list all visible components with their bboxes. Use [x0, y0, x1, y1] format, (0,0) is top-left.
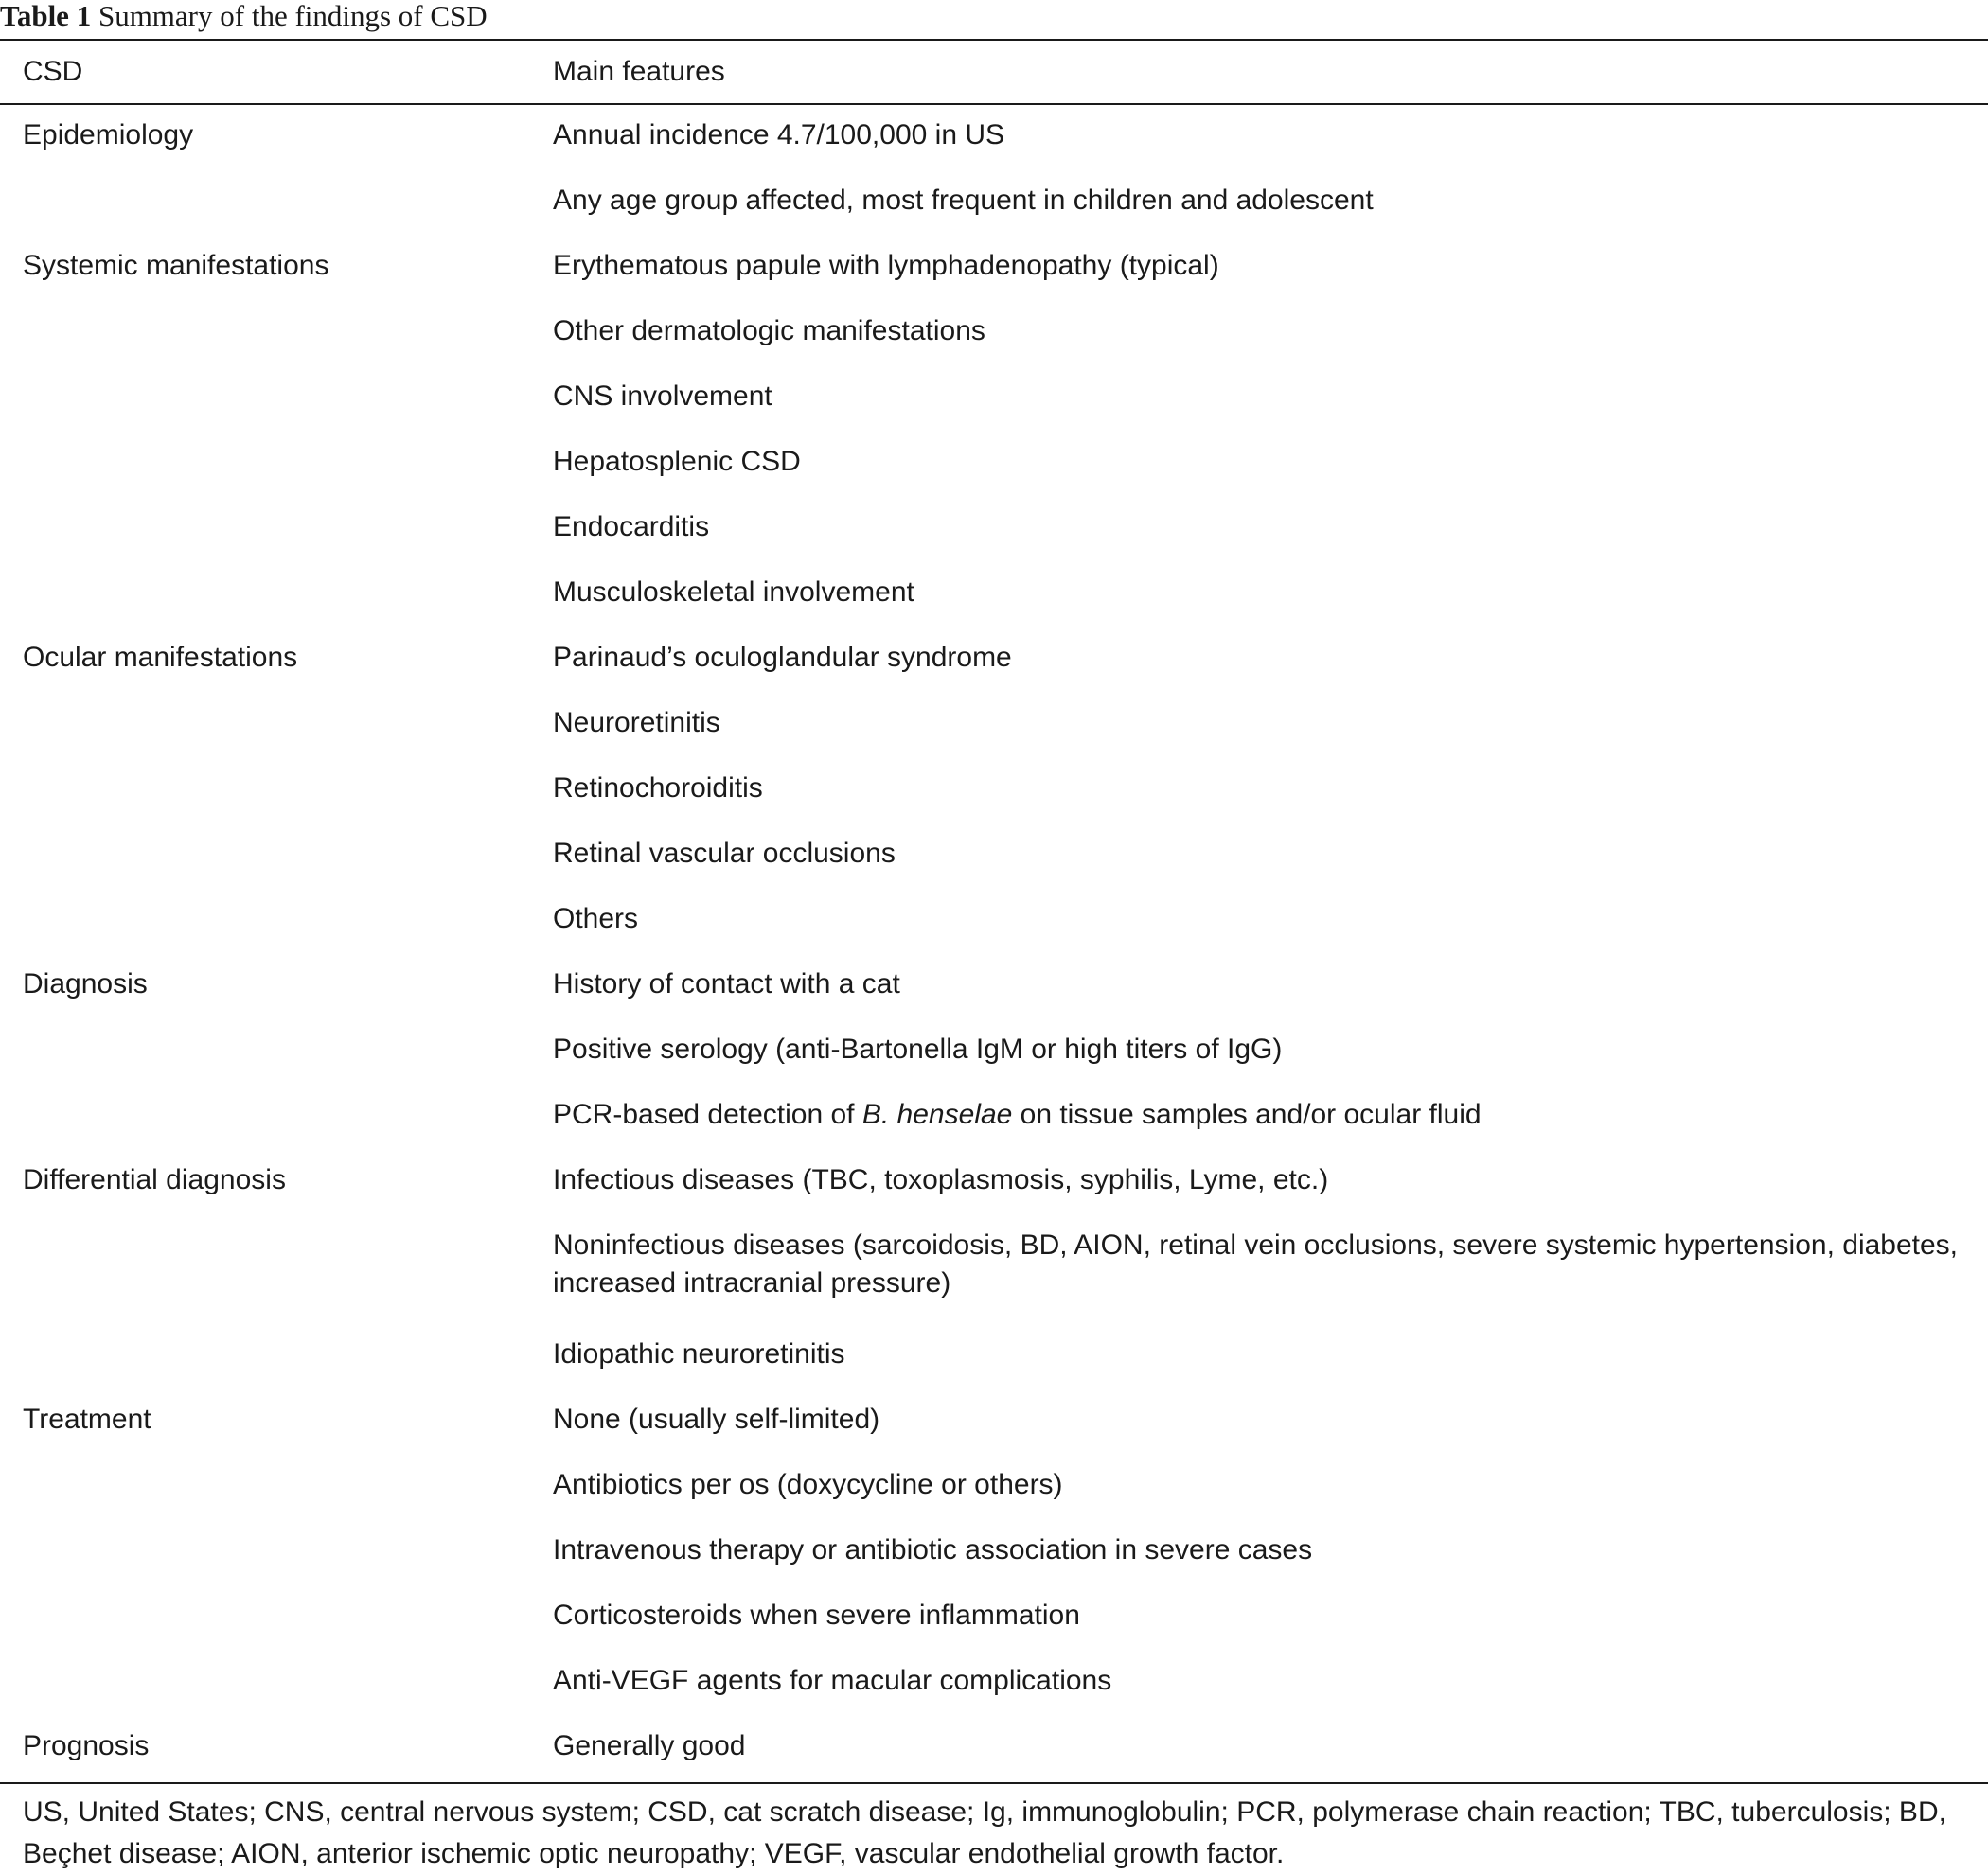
table-row [0, 236, 1988, 301]
table-row [0, 1324, 1988, 1389]
row-feature: History of contact with a cat [553, 968, 900, 999]
table-row [0, 889, 1988, 954]
row-feature: Retinochoroiditis [553, 772, 763, 804]
row-category: Treatment [23, 1404, 151, 1435]
row-feature: Other dermatologic manifestations [553, 315, 985, 346]
row-category: Epidemiology [23, 119, 194, 150]
row-feature: Antibiotics per os (doxycycline or others) [553, 1469, 1063, 1500]
row-feature: Noninfectious diseases (sarcoidosis, BD, AION, retinal vein occlusions, severe systemic hypertension, diabetes, increased intracranial pressure) [553, 1229, 1959, 1299]
table-row [0, 758, 1988, 823]
row-category: Prognosis [23, 1730, 150, 1761]
table-bottom-rule [0, 1782, 1988, 1784]
table-row [0, 954, 1988, 1019]
table-row [0, 1215, 1988, 1324]
table-row [0, 1455, 1988, 1520]
row-category: Diagnosis [23, 968, 148, 999]
row-feature: Neuroretinitis [553, 707, 720, 738]
table-row [0, 562, 1988, 628]
table-row [0, 693, 1988, 758]
table-row [0, 1150, 1988, 1215]
table-row [0, 170, 1988, 236]
row-feature: CNS involvement [553, 380, 772, 412]
header-csd: CSD [23, 56, 83, 87]
row-feature: Corticosteroids when severe inflammation [553, 1600, 1080, 1631]
row-category: Differential diagnosis [23, 1164, 286, 1195]
row-feature: Erythematous papule with lymphadenopathy (typical) [553, 250, 1219, 281]
row-category: Ocular manifestations [23, 642, 298, 673]
row-feature-text: PCR-based detection of [553, 1099, 862, 1130]
table-caption-title: Summary of the findings of CSD [98, 0, 488, 32]
row-feature: Endocarditis [553, 511, 710, 542]
table-row [0, 366, 1988, 432]
table-row [0, 105, 1988, 170]
table-footnote: US, United States; CNS, central nervous system; CSD, cat scratch disease; Ig, immunoglobulin; PCR, polymerase chain reaction; TBC, tuberculosis; BD, Beçhet disease; AION, anterior ischemic optic neuropathy; VEGF, vascular endothelial growth factor. [23, 1796, 1946, 1869]
row-feature: Positive serology (anti-Bartonella IgM or high titers of IgG) [553, 1034, 1283, 1065]
table-row [0, 432, 1988, 497]
row-feature: Annual incidence 4.7/100,000 in US [553, 119, 1005, 150]
row-feature: Anti-VEGF agents for macular complications [553, 1665, 1112, 1696]
row-feature: Any age group affected, most frequent in children and adolescent [553, 185, 1374, 216]
row-feature-text: on tissue samples and/or ocular fluid [1012, 1099, 1482, 1130]
row-feature: Hepatosplenic CSD [553, 446, 801, 477]
table-row [0, 497, 1988, 562]
row-category: Systemic manifestations [23, 250, 329, 281]
table-row [0, 1085, 1988, 1150]
table-row [0, 1716, 1988, 1781]
table-row [0, 1520, 1988, 1585]
table-header-row [0, 41, 1988, 103]
table-row [0, 1389, 1988, 1455]
table-row [0, 301, 1988, 366]
row-feature-species: B. henselae [861, 1099, 1013, 1130]
row-feature: Others [553, 903, 639, 934]
table-row [0, 628, 1988, 693]
row-feature: None (usually self-limited) [553, 1404, 880, 1435]
table-row [0, 1585, 1988, 1651]
table-row [0, 1019, 1988, 1085]
table-caption-label: Table 1 [0, 0, 92, 32]
row-feature: Infectious diseases (TBC, toxoplasmosis, syphilis, Lyme, etc.) [553, 1164, 1329, 1195]
row-feature [553, 1096, 1973, 1134]
table-row [0, 1651, 1988, 1716]
row-feature: Intravenous therapy or antibiotic association in severe cases [553, 1534, 1313, 1565]
row-feature: Idiopathic neuroretinitis [553, 1338, 845, 1370]
row-feature: Retinal vascular occlusions [553, 838, 896, 869]
table-row [0, 823, 1988, 889]
table-body [0, 105, 1988, 1781]
row-feature: Parinaud’s oculoglandular syndrome [553, 642, 1012, 673]
row-feature: Generally good [553, 1730, 746, 1761]
table-caption [0, 0, 488, 38]
row-feature: Musculoskeletal involvement [553, 576, 914, 608]
header-main-features: Main features [553, 56, 725, 87]
